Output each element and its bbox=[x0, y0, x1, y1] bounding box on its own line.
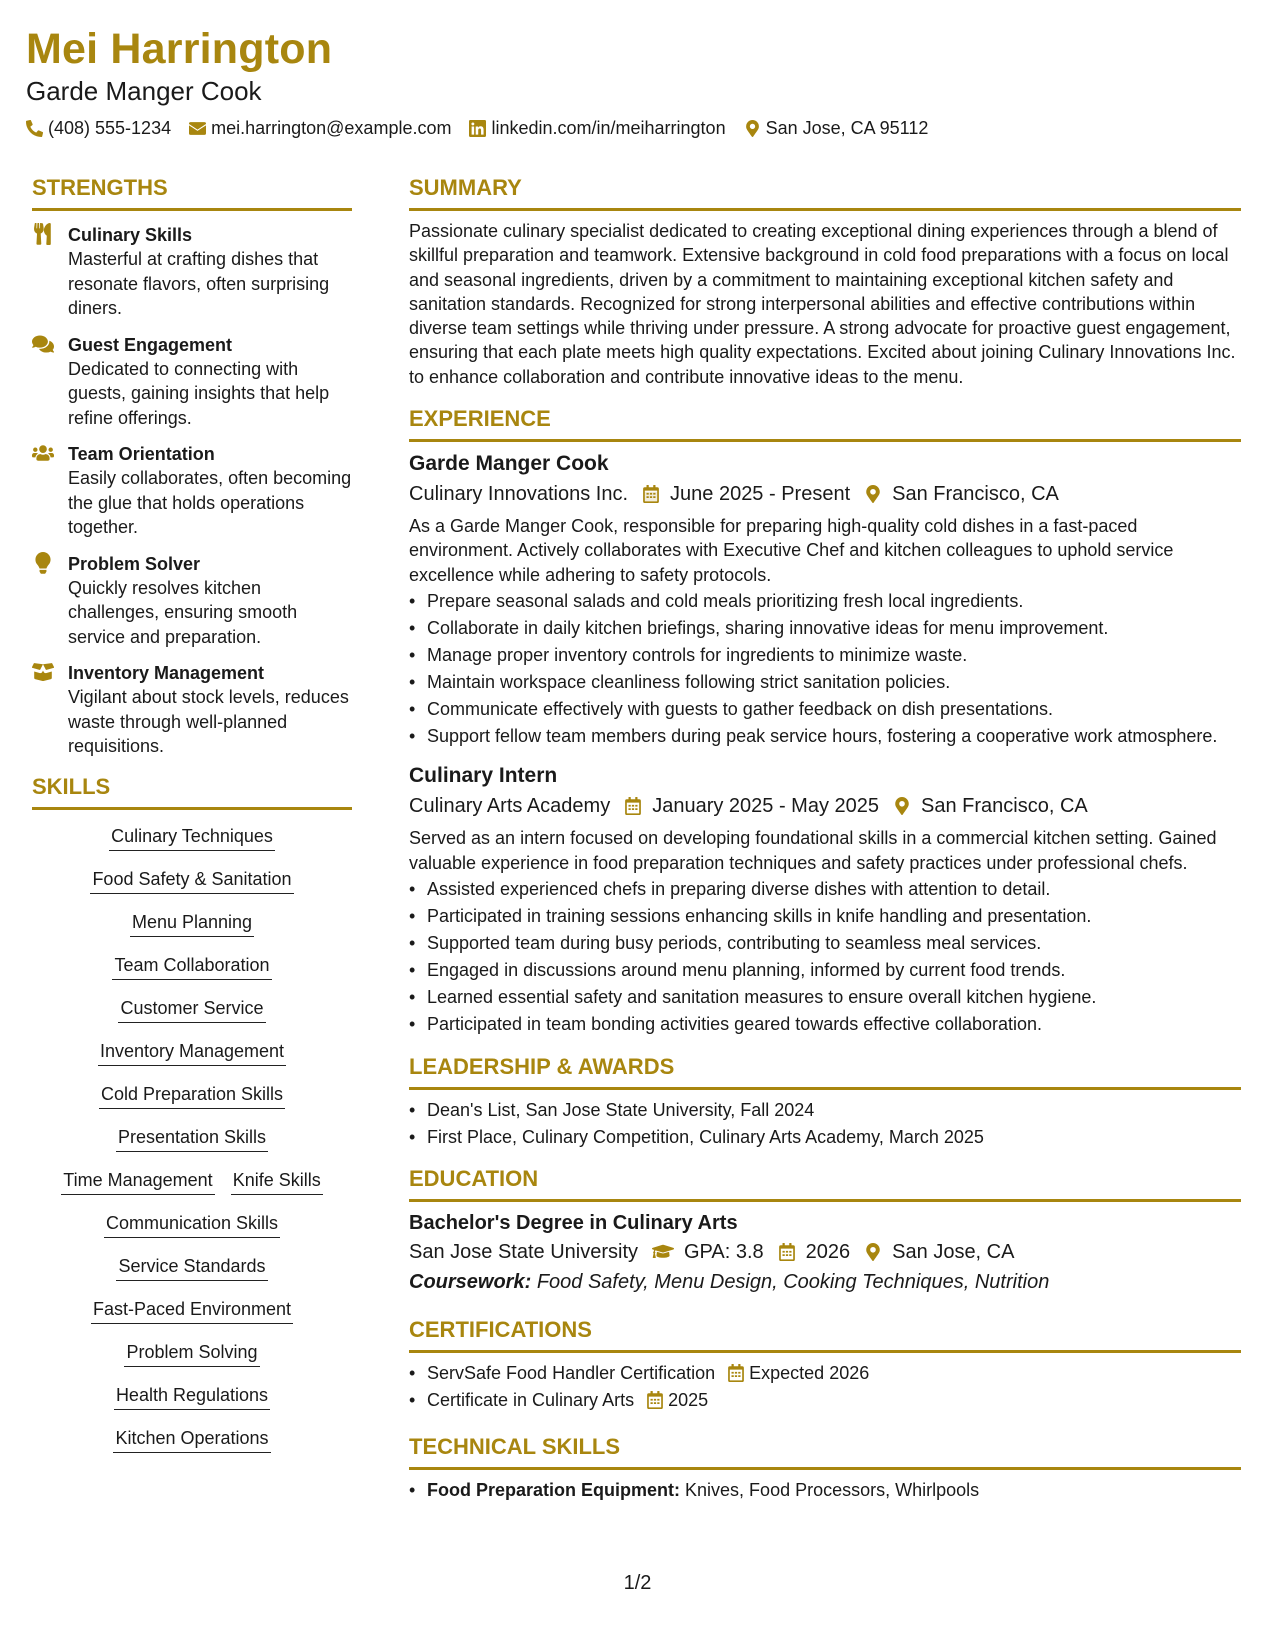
certifications-heading: CERTIFICATIONS bbox=[409, 1316, 1241, 1353]
coursework bbox=[409, 1268, 1241, 1296]
contact-email[interactable] bbox=[189, 117, 451, 139]
job-title: Culinary Intern bbox=[409, 764, 558, 788]
certification-item bbox=[409, 1388, 1241, 1413]
bullet-item: • First Place, Culinary Competition, Culinary Arts Academy, March 2025 bbox=[409, 1125, 1241, 1150]
skill-tag: Inventory Management bbox=[98, 1039, 286, 1066]
certifications-section bbox=[409, 1316, 1241, 1413]
education-heading: EDUCATION bbox=[409, 1165, 1241, 1202]
strength-item bbox=[32, 223, 352, 321]
skill-tag: Customer Service bbox=[118, 996, 265, 1023]
certification-item bbox=[409, 1361, 1241, 1386]
strengths-heading: STRENGTHS bbox=[32, 174, 352, 211]
strength-title: Culinary Skills bbox=[68, 225, 193, 245]
summary-text: Passionate culinary specialist dedicated to creating exceptional dining experiences through a blend of skillful preparation and teamwork. Extensive background in cold food preparations with a focus on local and seasonal ingredients, driven by a commitment to maintaining exceptional kitchen safety and sanitation standards. Recognized for strong interpersonal abilities and effective contributions within diverse team settings while thriving under pressure. A strong advocate for proactive guest engagement, ensuring that each plate meets high quality expectations. Excited about joining Culinary Innovations Inc. to enhance collaboration and contribute innovative ideas to the menu. bbox=[409, 221, 1236, 387]
strengths-list bbox=[32, 223, 352, 759]
map-marker-icon bbox=[744, 120, 761, 137]
left-column bbox=[32, 174, 352, 1469]
job-location: San Francisco, CA bbox=[921, 795, 1088, 818]
bullet-item: • Learned essential safety and sanitation measures to ensure overall kitchen hygiene. bbox=[409, 985, 1241, 1010]
strength-title: Guest Engagement bbox=[68, 334, 233, 355]
certification-name: • Certificate in Culinary Arts bbox=[427, 1390, 635, 1411]
bullet-item: • Communicate effectively with guests to gather feedback on dish presentations. bbox=[409, 697, 1241, 722]
summary-section bbox=[409, 174, 1241, 389]
bullet-item: • Prepare seasonal salads and cold meals prioritizing fresh local ingredients. bbox=[409, 589, 1241, 614]
skill-tag: Problem Solving bbox=[124, 1340, 259, 1367]
users-icon bbox=[32, 442, 56, 466]
bullet-item: • Support fellow team members during peak service hours, fostering a cooperative work atmosphere. bbox=[409, 724, 1241, 749]
job-company: Culinary Arts Academy bbox=[409, 795, 611, 818]
education-meta bbox=[409, 1238, 1241, 1266]
leadership-heading: LEADERSHIP & AWARDS bbox=[409, 1053, 1241, 1090]
leadership-list bbox=[409, 1098, 1241, 1150]
contact-location bbox=[744, 117, 929, 139]
gpa-text: GPA: 3.8 bbox=[684, 1241, 764, 1264]
job-dates: January 2025 - May 2025 bbox=[652, 795, 880, 818]
linkedin-text: linkedin.com/in/meiharrington bbox=[491, 118, 726, 138]
right-column bbox=[409, 174, 1241, 1505]
calendar-icon bbox=[624, 797, 642, 815]
map-marker-icon bbox=[864, 1243, 882, 1261]
bullet-item: • Assisted experienced chefs in preparing diverse dishes with attention to detail. bbox=[409, 877, 1241, 902]
resume-header bbox=[26, 24, 1246, 139]
certification-name: • ServSafe Food Handler Certification bbox=[427, 1363, 716, 1384]
school-name: San Jose State University bbox=[409, 1241, 638, 1264]
job-description: Served as an intern focused on developing foundational skills in a commercial kitchen setting. Gained valuable experience in food preparation techniques and safety practices under professional chefs. bbox=[409, 828, 1217, 873]
technical-skills-heading: TECHNICAL SKILLS bbox=[409, 1433, 1241, 1470]
candidate-name: Mei Harrington bbox=[26, 25, 333, 73]
candidate-role: Garde Manger Cook bbox=[26, 76, 262, 106]
technical-skill-item bbox=[409, 1478, 1241, 1503]
calendar-icon bbox=[642, 485, 660, 503]
skill-tag: Service Standards bbox=[116, 1254, 267, 1281]
skill-tag: Health Regulations bbox=[114, 1383, 270, 1410]
skill-tag: Food Safety & Sanitation bbox=[90, 867, 293, 894]
skill-tag: Presentation Skills bbox=[116, 1125, 268, 1152]
certification-date: Expected 2026 bbox=[749, 1363, 870, 1384]
degree-title: Bachelor's Degree in Culinary Arts bbox=[409, 1212, 738, 1235]
job-location: San Francisco, CA bbox=[892, 483, 1059, 506]
skill-tag: Kitchen Operations bbox=[113, 1426, 270, 1453]
contact-phone[interactable] bbox=[26, 117, 171, 139]
phone-text: (408) 555-1234 bbox=[48, 118, 172, 138]
strength-desc: Masterful at crafting dishes that resonate flavors, often surprising diners. bbox=[68, 249, 330, 318]
technical-skill-label: Food Preparation Equipment: bbox=[427, 1479, 681, 1500]
job-bullets bbox=[409, 589, 1241, 749]
skill-tag: Knife Skills bbox=[231, 1168, 323, 1195]
summary-heading: SUMMARY bbox=[409, 174, 1241, 211]
job-bullets bbox=[409, 877, 1241, 1037]
bullet-item: • Participated in training sessions enhancing skills in knife handling and presentation. bbox=[409, 904, 1241, 929]
box-open-icon bbox=[32, 661, 56, 685]
skill-tag: Time Management bbox=[61, 1168, 214, 1195]
strength-desc: Quickly resolves kitchen challenges, ensuring smooth service and preparation. bbox=[68, 577, 298, 647]
calendar-icon bbox=[646, 1391, 664, 1409]
bullet-item: • Collaborate in daily kitchen briefings, sharing innovative ideas for menu improvement. bbox=[409, 616, 1241, 641]
skills-list bbox=[32, 824, 352, 1453]
job-entry bbox=[409, 762, 1241, 1036]
bullet-item: • Dean's List, San Jose State University, Fall 2024 bbox=[409, 1098, 1241, 1123]
certification-date: 2025 bbox=[668, 1390, 709, 1411]
calendar-icon bbox=[727, 1364, 745, 1382]
page-number: 1/2 bbox=[623, 1572, 652, 1594]
comments-icon bbox=[32, 333, 56, 357]
bullet-item: • Supported team during busy periods, contributing to seamless meal services. bbox=[409, 931, 1241, 956]
job-description: As a Garde Manger Cook, responsible for preparing high-quality cold dishes in a fast-paced environment. Actively collaborates with Executive Chef and kitchen colleagues to uphold service excellence while adhering to safety protocols. bbox=[409, 516, 1174, 585]
strength-item bbox=[32, 552, 352, 650]
strength-desc: Vigilant about stock levels, reduces waste through well-planned requisitions. bbox=[68, 687, 349, 756]
linkedin-icon bbox=[469, 120, 486, 137]
strength-title: Inventory Management bbox=[68, 663, 265, 683]
job-title: Garde Manger Cook bbox=[409, 452, 609, 476]
strength-desc: Dedicated to connecting with guests, gaining insights that help refine offerings. bbox=[68, 358, 330, 428]
skill-tag: Team Collaboration bbox=[112, 953, 271, 980]
strength-item bbox=[32, 442, 352, 540]
map-marker-icon bbox=[864, 485, 882, 503]
contact-linkedin[interactable] bbox=[469, 117, 725, 139]
skill-tag: Communication Skills bbox=[104, 1211, 280, 1238]
skill-tag: Fast-Paced Environment bbox=[91, 1297, 293, 1324]
skills-section bbox=[32, 773, 352, 1453]
skill-tag: Cold Preparation Skills bbox=[99, 1082, 285, 1109]
school-location: San Jose, CA bbox=[892, 1241, 1015, 1264]
bullet-item: • Engaged in discussions around menu planning, informed by current food trends. bbox=[409, 958, 1241, 983]
technical-skill-value: Knives, Food Processors, Whirlpools bbox=[685, 1479, 980, 1500]
strength-item bbox=[32, 333, 352, 431]
coursework-label: Coursework: bbox=[409, 1271, 532, 1294]
job-meta bbox=[409, 480, 1241, 508]
graduation-year: 2026 bbox=[805, 1241, 851, 1264]
strength-desc: Easily collaborates, often becoming the glue that holds operations together. bbox=[68, 468, 352, 537]
certifications-list bbox=[409, 1361, 1241, 1413]
job-meta bbox=[409, 792, 1241, 820]
strength-item bbox=[32, 661, 352, 759]
location-text: San Jose, CA 95112 bbox=[765, 118, 929, 138]
experience-section bbox=[409, 405, 1241, 1036]
skill-tag: Menu Planning bbox=[130, 910, 254, 937]
experience-heading: EXPERIENCE bbox=[409, 405, 1241, 442]
lightbulb-icon bbox=[32, 552, 56, 576]
job-dates: June 2025 - Present bbox=[670, 483, 851, 506]
contact-bar bbox=[26, 117, 1246, 139]
technical-skills-section bbox=[409, 1433, 1241, 1503]
coursework-list: Food Safety, Menu Design, Cooking Techniques, Nutrition bbox=[536, 1271, 1050, 1294]
envelope-icon bbox=[189, 120, 206, 137]
technical-skills-list bbox=[409, 1478, 1241, 1503]
email-text: mei.harrington@example.com bbox=[211, 118, 452, 138]
phone-icon bbox=[26, 120, 43, 137]
calendar-icon bbox=[778, 1243, 796, 1261]
job-entry bbox=[409, 450, 1241, 748]
map-marker-icon bbox=[893, 797, 911, 815]
strength-title: Team Orientation bbox=[68, 444, 215, 464]
bullet-item: • Participated in team bonding activities geared towards effective collaboration. bbox=[409, 1012, 1241, 1037]
graduation-cap-icon bbox=[652, 1243, 674, 1261]
utensils-icon bbox=[32, 223, 56, 247]
skill-tag: Culinary Techniques bbox=[109, 824, 275, 851]
education-section bbox=[409, 1165, 1241, 1296]
skills-heading: SKILLS bbox=[32, 773, 352, 810]
bullet-item: • Manage proper inventory controls for ingredients to minimize waste. bbox=[409, 643, 1241, 668]
leadership-section bbox=[409, 1053, 1241, 1150]
job-company: Culinary Innovations Inc. bbox=[409, 483, 629, 506]
strength-title: Problem Solver bbox=[68, 553, 201, 574]
bullet-item: • Maintain workspace cleanliness following strict sanitation policies. bbox=[409, 670, 1241, 695]
